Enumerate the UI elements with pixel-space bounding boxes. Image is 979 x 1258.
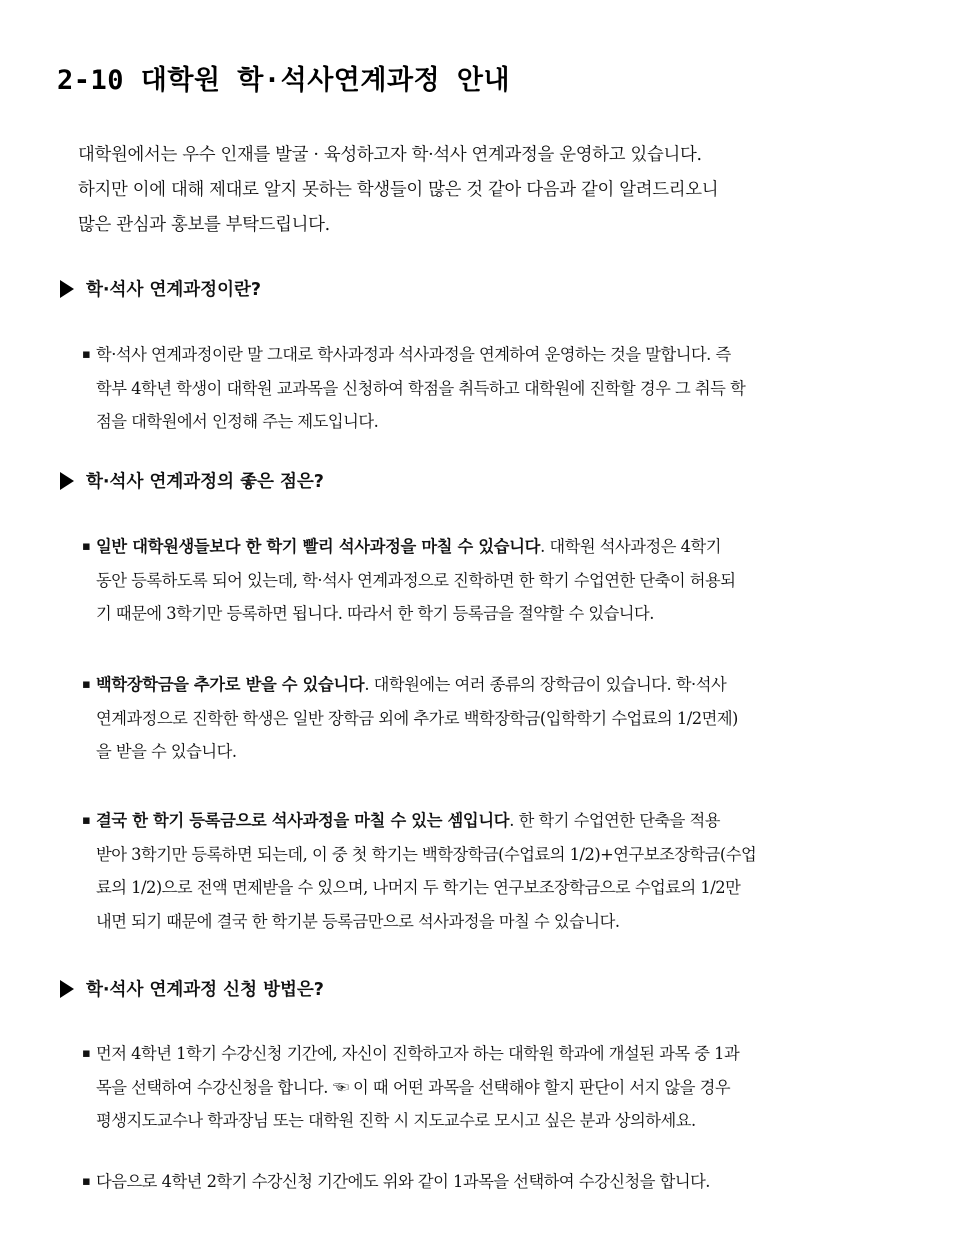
- item-line: 다음으로 4학년 2학기 수강신청 기간에도 위와 같이 1과목을 선택하여 수강신청을 합니다.: [96, 1172, 710, 1191]
- list-item: [82, 1037, 890, 1138]
- item-line: 내면 되기 때문에 결국 한 학기분 등록금만으로 석사과정을 마칠 수 있습니다.: [96, 911, 620, 931]
- item-bold-text: 결국 한 학기 등록금으로 석사과정을 마칠 수 있는 셈입니다: [96, 811, 510, 830]
- item-line: 연계과정으로 진학한 학생은 일반 장학금 외에 추가로 백학장학금(입학학기 수업료의 1/2면제): [96, 708, 738, 728]
- square-bullet-icon: ▪: [82, 677, 91, 692]
- triangle-bullet-icon: [60, 472, 74, 490]
- list-item: [82, 668, 890, 769]
- item-line: 기 때문에 3학기만 등록하면 됩니다. 따라서 한 학기 등록금을 절약할 수 있습니다.: [96, 604, 654, 623]
- section-heading-text: 학·석사 연계과정 신청 방법은?: [86, 980, 324, 1000]
- triangle-bullet-icon: [60, 280, 74, 298]
- item-line: 점을 대학원에서 인정해 주는 제도입니다.: [96, 412, 379, 431]
- list-item: [82, 1165, 890, 1199]
- item-line: 료의 1/2)으로 전액 면제받을 수 있으며, 나머지 두 학기는 연구보조장학금으로 수업료의 1/2만: [96, 878, 741, 897]
- section-heading-benefits: [60, 468, 324, 493]
- item-line: 학·석사 연계과정이란 말 그대로 학사과정과 석사과정을 연계하여 운영하는 것을 말합니다. 즉: [96, 345, 731, 364]
- intro-line: 대학원에서는 우수 인재를 발굴 · 육성하고자 학·석사 연계과정을 운영하고 있습니다.: [78, 145, 702, 165]
- list-item: [82, 804, 890, 938]
- section-heading-what-is: [60, 276, 261, 301]
- section-heading-how-to-apply: [60, 976, 324, 1001]
- item-line: 목을 선택하여 수강신청을 합니다. ☜ 이 때 어떤 과목을 선택해야 할지 판단이 서지 않을 경우: [96, 1077, 731, 1097]
- section-heading-text: 학·석사 연계과정이란?: [86, 280, 262, 300]
- item-line: 먼저 4학년 1학기 수강신청 기간에, 자신이 진학하고자 하는 대학원 학과에 개설된 과목 중 1과: [96, 1044, 740, 1063]
- intro-paragraph: [78, 138, 878, 243]
- list-item: [82, 530, 890, 631]
- item-line: 평생지도교수나 학과장님 또는 대학원 진학 시 지도교수로 모시고 싶은 분과 상의하세요.: [96, 1111, 696, 1130]
- item-line: 받아 3학기만 등록하면 되는데, 이 중 첫 학기는 백학장학금(수업료의 1/2)+연구보조장학금(수업: [96, 844, 757, 864]
- triangle-bullet-icon: [60, 980, 74, 998]
- square-bullet-icon: ▪: [82, 1174, 91, 1189]
- item-line: 동안 등록하도록 되어 있는데, 학·석사 연계과정으로 진학하면 한 학기 수업연한 단축이 허용되: [96, 570, 736, 590]
- item-bold-text: 일반 대학원생들보다 한 학기 빨리 석사과정을 마칠 수 있습니다: [96, 537, 541, 556]
- list-item: [82, 338, 890, 439]
- item-line: . 대학원에는 여러 종류의 장학금이 있습니다. 학·석사: [364, 675, 727, 694]
- item-bold-text: 백학장학금을 추가로 받을 수 있습니다: [96, 675, 365, 694]
- item-line: 학부 4학년 학생이 대학원 교과목을 신청하여 학점을 취득하고 대학원에 진학할 경우 그 취득 학: [96, 378, 746, 398]
- item-line: . 대학원 석사과정은 4학기: [540, 537, 721, 556]
- item-line: . 한 학기 수업연한 단축을 적용: [509, 811, 721, 830]
- section-heading-text: 학·석사 연계과정의 좋은 점은?: [86, 472, 324, 492]
- page-title: 2-10 대학원 학·석사연계과정 안내: [57, 65, 511, 96]
- square-bullet-icon: ▪: [82, 1046, 91, 1061]
- square-bullet-icon: ▪: [82, 813, 91, 828]
- intro-line: 많은 관심과 홍보를 부탁드립니다.: [78, 215, 330, 235]
- square-bullet-icon: ▪: [82, 539, 91, 554]
- intro-line: 하지만 이에 대해 제대로 알지 못하는 학생들이 많은 것 같아 다음과 같이 알려드리오니: [78, 180, 719, 200]
- item-line: 을 받을 수 있습니다.: [96, 742, 237, 761]
- square-bullet-icon: ▪: [82, 347, 91, 362]
